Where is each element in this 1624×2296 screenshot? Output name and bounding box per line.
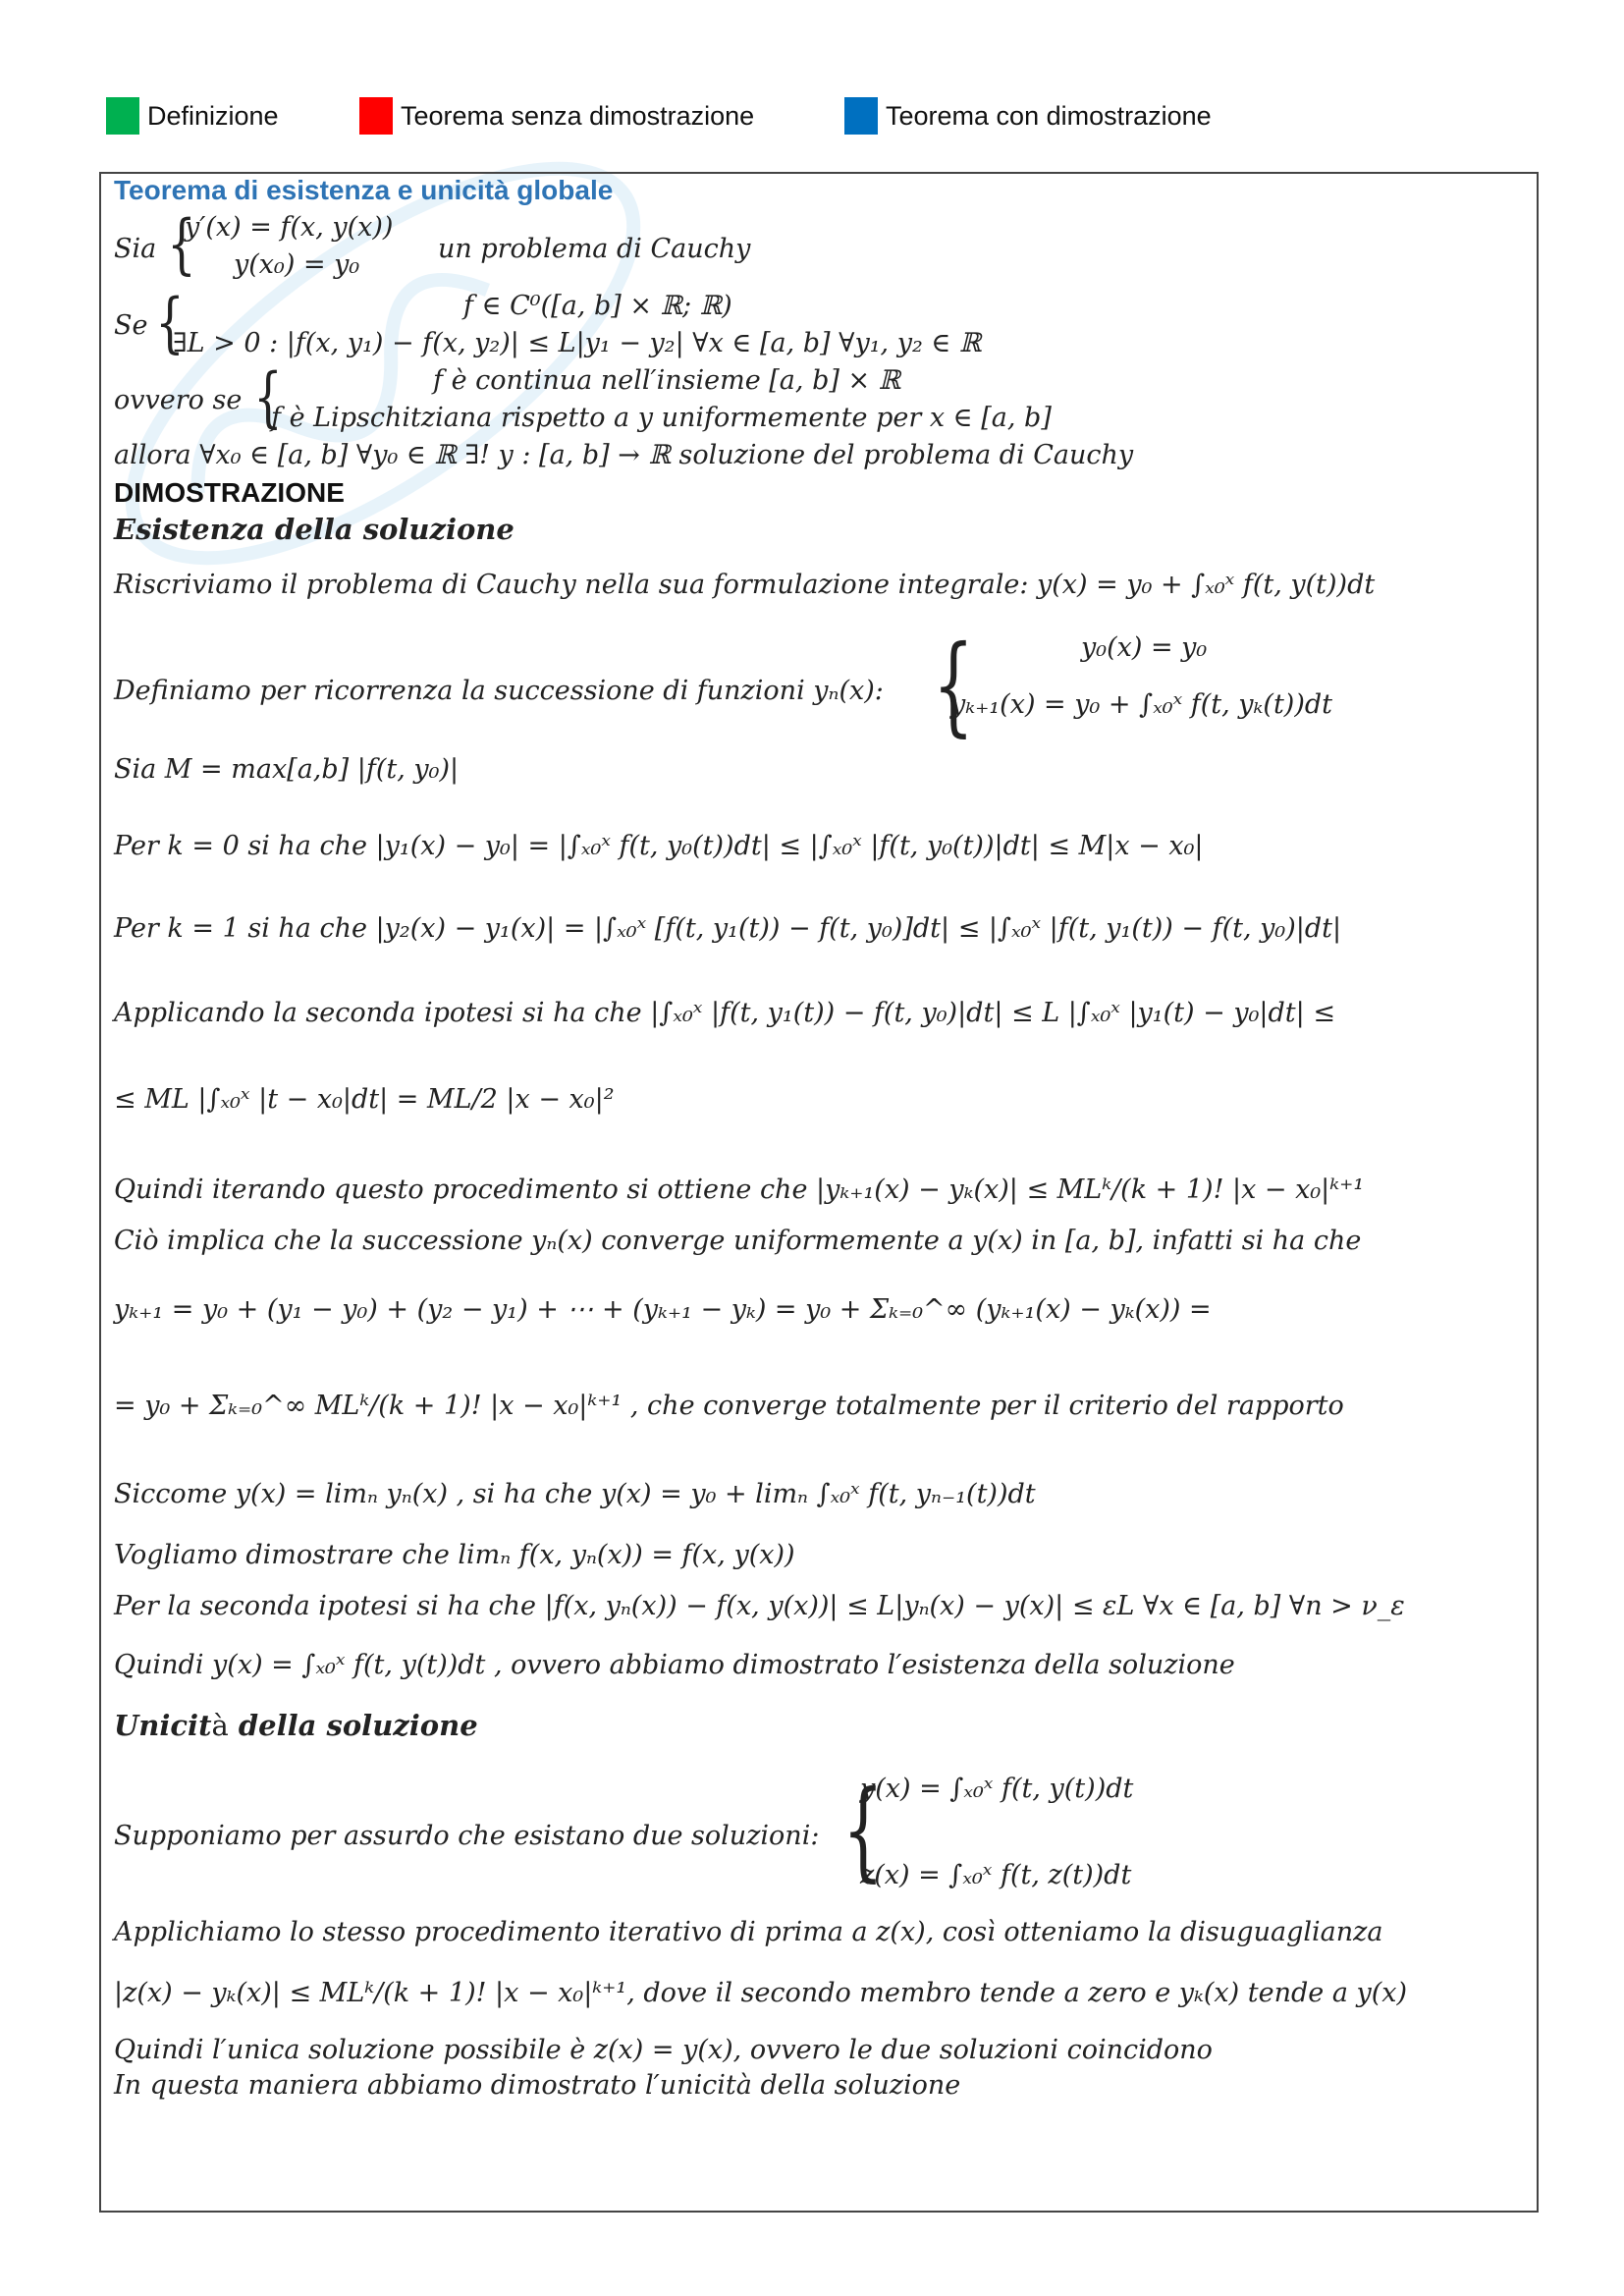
legend-swatch-red	[359, 97, 393, 135]
second-hypothesis: Per la seconda ipotesi si ha che |f(x, yₙ(x)) − f(x, y(x))| ≤ L|yₙ(x) − y(x)| ≤ εL ∀x ∈ [a, b] ∀n > ν_ε	[114, 1591, 1405, 1621]
brace-icon: {	[842, 1767, 884, 1892]
absurd-text: Supponiamo per assurdo che esistano due soluzioni:	[114, 1821, 820, 1851]
brace-icon: {	[933, 622, 974, 747]
absurd-eq2: z(x) = ∫ₓ₀ˣ f(t, z(t))dt	[860, 1860, 1132, 1890]
existence-conclusion: Quindi y(x) = ∫ₓ₀ˣ f(t, y(t))dt , ovvero abbiamo dimostrato l′esistenza della soluzione	[114, 1650, 1235, 1680]
brace-icon: {	[167, 206, 196, 282]
conclusion-allora: allora ∀x₀ ∈ [a, b] ∀y₀ ∈ ℝ ∃! y : [a, b] → ℝ soluzione del problema di Cauchy	[114, 440, 1134, 470]
legend-item-teorema-con	[844, 97, 1212, 135]
proof-heading: DIMOSTRAZIONE	[114, 477, 345, 508]
limit-statement: Siccome y(x) = limₙ yₙ(x) , si ha che y(x) = y₀ + limₙ ∫ₓ₀ˣ f(t, yₙ₋₁(t))dt	[114, 1479, 1036, 1509]
goal-statement: Vogliamo dimostrare che limₙ f(x, yₙ(x)) = f(x, y(x))	[114, 1540, 795, 1570]
theorem-title: Teorema di esistenza e unicità globale	[114, 175, 614, 205]
legend-item-definizione	[106, 97, 279, 135]
se-word: Se	[114, 310, 148, 341]
recurrence-eq1: y₀(x) = y₀	[1081, 632, 1208, 663]
iteration-bound: Quindi iterando questo procedimento si ottiene che |yₖ₊₁(x) − yₖ(x)| ≤ MLᵏ/(k + 1)! |x − x₀|ᵏ⁺¹	[114, 1175, 1365, 1205]
cauchy-suffix: un problema di Cauchy	[438, 234, 751, 264]
ovvero-word: ovvero se	[114, 385, 243, 415]
existence-heading: Esistenza della soluzione	[114, 513, 514, 546]
legend-swatch-green	[106, 97, 139, 135]
integral-formulation: Riscriviamo il problema di Cauchy nella sua formulazione integrale: y(x) = y₀ + ∫ₓ₀ˣ f(t, y(t))dt	[114, 570, 1376, 600]
step-k0: Per k = 0 si ha che |y₁(x) − y₀| = |∫ₓ₀ˣ f(t, y₀(t))dt| ≤ |∫ₓ₀ˣ |f(t, y₀(t))|dt| ≤ M|x − x₀|	[114, 831, 1204, 861]
uniqueness-heading	[114, 1709, 478, 1742]
legend-label: Teorema con dimostrazione	[886, 100, 1212, 131]
brace-icon: {	[155, 285, 185, 360]
ovvero-eq2: f è Lipschitziana rispetto a y uniformemente per x ∈ [a, b]	[271, 403, 1052, 433]
cauchy-eq2: y(x₀) = y₀	[234, 249, 360, 280]
ovvero-eq1: f è continua nell′insieme [a, b] × ℝ	[433, 365, 901, 396]
sia-word: Sia	[114, 234, 157, 264]
series-convergence: = y₀ + Σₖ₌₀^∞ MLᵏ/(k + 1)! |x − x₀|ᵏ⁺¹ , che converge totalmente per il criterio del rapporto	[114, 1391, 1344, 1421]
legend-item-teorema-senza	[359, 97, 754, 135]
ML-bound: ≤ ML |∫ₓ₀ˣ |t − x₀|dt| = ML/2 |x − x₀|²	[114, 1084, 615, 1115]
z-inequality: |z(x) − yₖ(x)| ≤ MLᵏ/(k + 1)! |x − x₀|ᵏ⁺¹, dove il secondo membro tende a zero e yₖ(x) tende a y(x)	[114, 1978, 1408, 2008]
apply-to-z: Applichiamo lo stesso procedimento iterativo di prima a z(x), così otteniamo la disuguaglianza	[114, 1917, 1383, 1947]
legend-label: Teorema senza dimostrazione	[401, 100, 755, 131]
unique-solution: Quindi l′unica soluzione possibile è z(x) = y(x), ovvero le due soluzioni coincidono	[114, 2035, 1213, 2065]
uniqueness-heading-c: della soluzione	[228, 1709, 478, 1742]
uniqueness-heading-a: Unicit	[114, 1709, 212, 1742]
definition-M: Sia M = max[a,b] |f(t, y₀)|	[114, 754, 460, 785]
se-eq2: ∃L > 0 : |f(x, y₁) − f(x, y₂)| ≤ L|y₁ − y₂| ∀x ∈ [a, b] ∀y₁, y₂ ∈ ℝ	[173, 328, 982, 358]
legend-swatch-blue	[844, 97, 878, 135]
legend-label: Definizione	[147, 100, 279, 131]
uniform-convergence: Ciò implica che la successione yₙ(x) converge uniformemente a y(x) in [a, b], infatti si ha che	[114, 1226, 1362, 1256]
cauchy-eq1: y′(x) = f(x, y(x))	[185, 212, 394, 243]
recurrence-text: Definiamo per ricorrenza la successione di funzioni yₙ(x):	[114, 676, 884, 706]
step-k1: Per k = 1 si ha che |y₂(x) − y₁(x)| = |∫ₓ₀ˣ [f(t, y₁(t)) − f(t, y₀)]dt| ≤ |∫ₓ₀ˣ |f(t, y₁(t)) − f(t, y₀)|dt|	[114, 913, 1342, 944]
final-statement: In questa maniera abbiamo dimostrato l′unicità della soluzione	[114, 2070, 961, 2101]
recurrence-eq2: yₖ₊₁(x) = y₀ + ∫ₓ₀ˣ f(t, yₖ(t))dt	[950, 689, 1332, 720]
absurd-eq1: y(x) = ∫ₓ₀ˣ f(t, y(t))dt	[860, 1774, 1134, 1804]
apply-hypothesis: Applicando la seconda ipotesi si ha che |∫ₓ₀ˣ |f(t, y₁(t)) − f(t, y₀)|dt| ≤ L |∫ₓ₀ˣ |y₁(t) − y₀|dt| ≤	[114, 998, 1335, 1028]
uniqueness-heading-b: à	[211, 1709, 229, 1742]
brace-icon: {	[253, 359, 283, 435]
se-eq1: f ∈ C⁰([a, b] × ℝ; ℝ)	[463, 291, 732, 321]
telescoping-series: yₖ₊₁ = y₀ + (y₁ − y₀) + (y₂ − y₁) + ⋯ + (yₖ₊₁ − yₖ) = y₀ + Σₖ₌₀^∞ (yₖ₊₁(x) − yₖ(x)) =	[114, 1294, 1212, 1325]
